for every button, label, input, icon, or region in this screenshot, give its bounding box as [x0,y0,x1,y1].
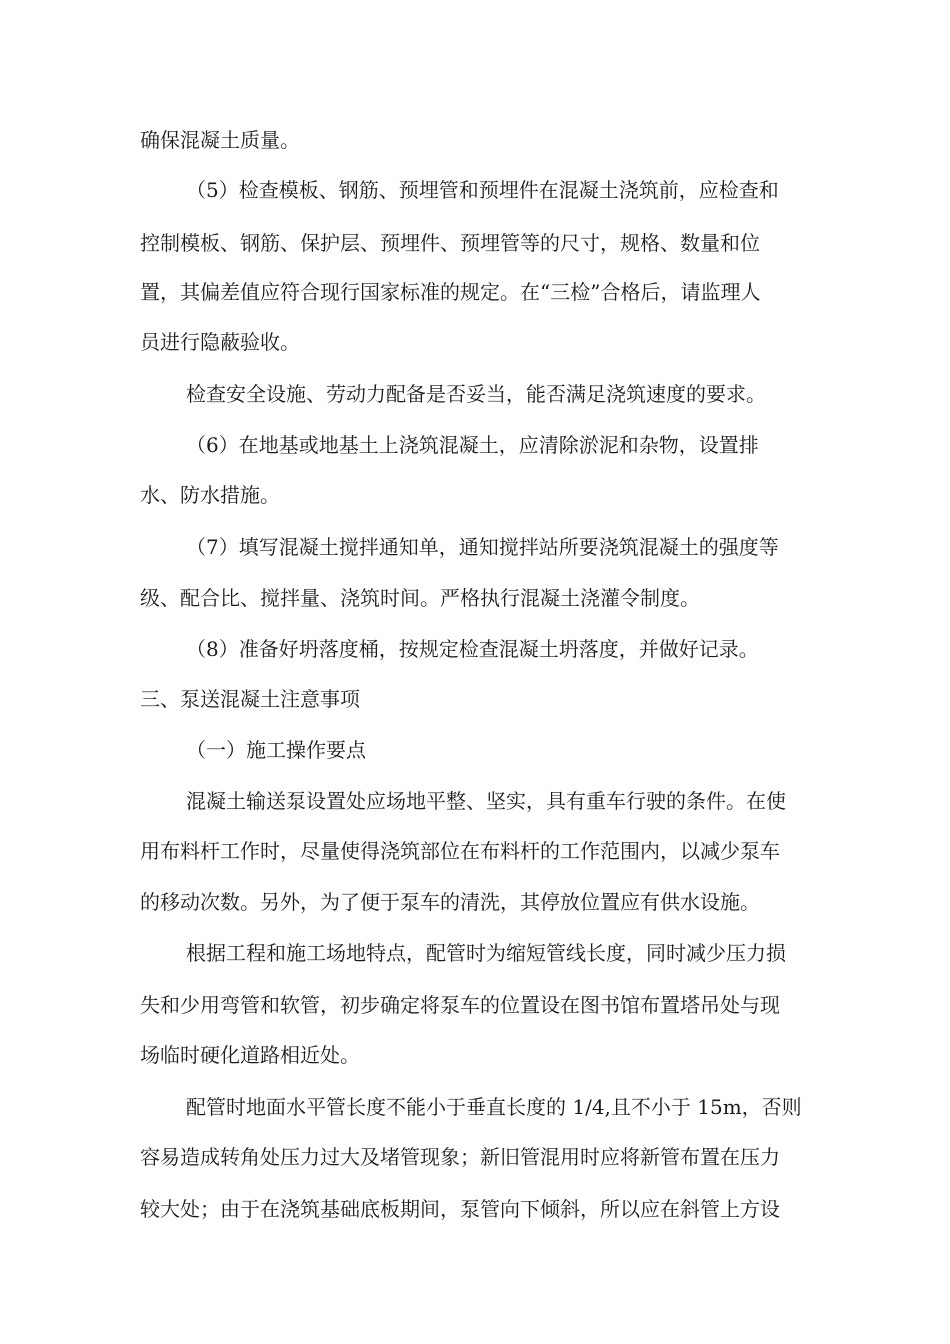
paragraph-line: 置，其偏差值应符合现行国家标准的规定。在“三检”合格后，请监理人 [140,280,761,304]
paragraph-line: 失和少用弯管和软管，初步确定将泵车的位置设在图书馆布置塔吊处与现 [140,993,780,1017]
paragraph-line: （6）在地基或地基土上浇筑混凝土，应清除淤泥和杂物，设置排 [186,433,759,457]
paragraph-line: （5）检查模板、钢筋、预埋管和预埋件在混凝土浇筑前，应检查和 [186,178,779,202]
section-heading: 三、泵送混凝土注意事项 [140,687,360,711]
paragraph-line: 场临时硬化道路相近处。 [140,1043,360,1067]
paragraph-line: 级、配合比、搅拌量、浇筑时间。严格执行混凝土浇灌令制度。 [140,586,700,610]
paragraph-line: （8）准备好坍落度桶，按规定检查混凝土坍落度，并做好记录。 [186,637,759,661]
paragraph-line: 确保混凝土质量。 [140,128,300,152]
subsection-heading: （一）施工操作要点 [186,738,366,762]
paragraph-line: 根据工程和施工场地特点，配管时为缩短管线长度，同时减少压力损 [186,941,786,965]
paragraph-line: 较大处；由于在浇筑基础底板期间，泵管向下倾斜，所以应在斜管上方设 [140,1197,780,1221]
paragraph-line: 的移动次数。另外，为了便于泵车的清洗，其停放位置应有供水设施。 [140,890,760,914]
paragraph-line: 员进行隐蔽验收。 [140,330,300,354]
paragraph-line: 用布料杆工作时，尽量使得浇筑部位在布料杆的工作范围内，以减少泵车 [140,839,780,863]
paragraph-line: 检查安全设施、劳动力配备是否妥当，能否满足浇筑速度的要求。 [186,382,766,406]
paragraph-line: 混凝土输送泵设置处应场地平整、坚实，具有重车行驶的条件。在使 [186,789,786,813]
paragraph-line: 容易造成转角处压力过大及堵管现象；新旧管混用时应将新管布置在压力 [140,1145,780,1169]
paragraph-line: 控制模板、钢筋、保护层、预埋件、预埋管等的尺寸，规格、数量和位 [140,231,760,255]
paragraph-line: 水、防水措施。 [140,483,280,507]
paragraph-line: （7）填写混凝土搅拌通知单，通知搅拌站所要浇筑混凝土的强度等 [186,535,779,559]
paragraph-line: 配管时地面水平管长度不能小于垂直长度的 1/4,且不小于 15m，否则 [186,1095,802,1119]
